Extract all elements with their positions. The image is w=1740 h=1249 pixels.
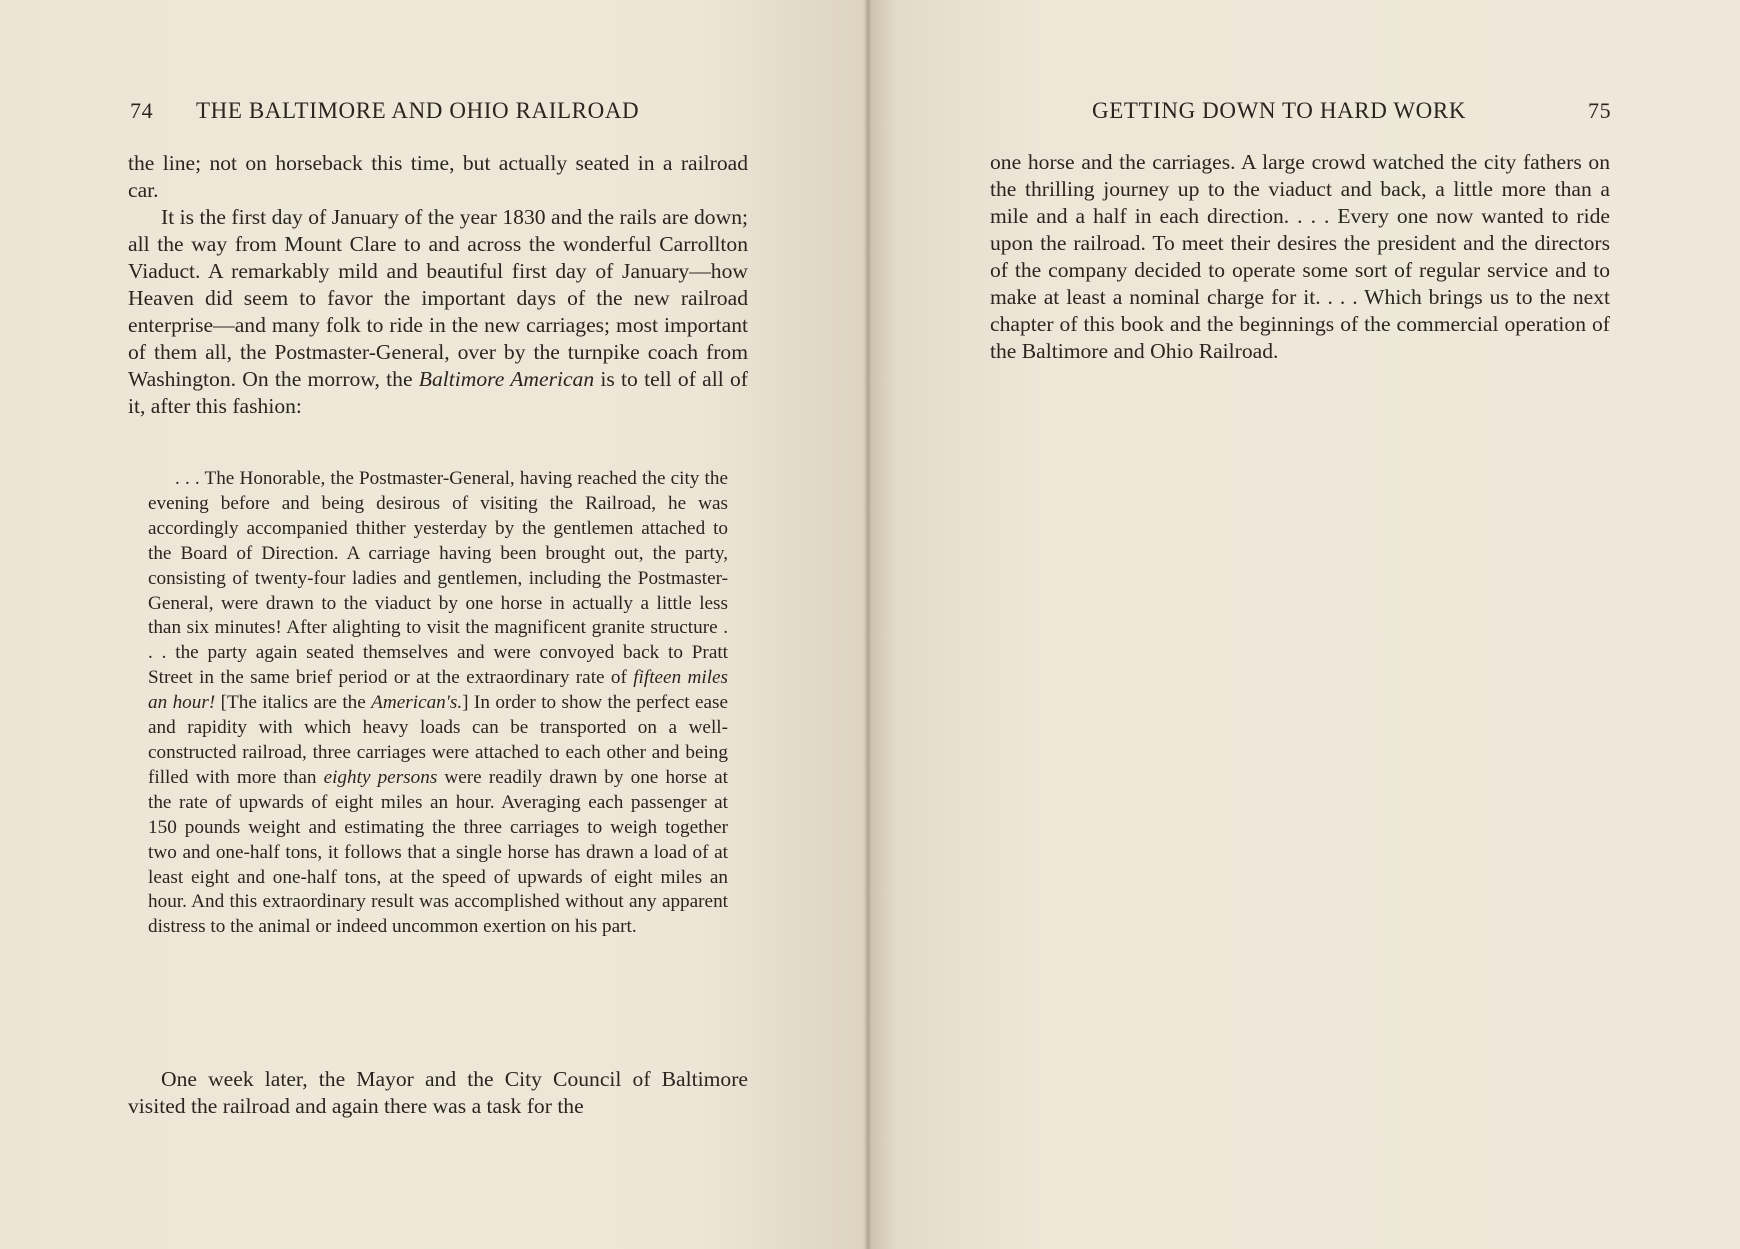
paragraph-first-day: It is the first day of January of the year 1830 and the rails are down; all the way from Mount Clare to and across the wonderful Carrollton Viaduct. A remarkably mild and beautiful first day of January—how Heaven did seem to favor the important days of the new railroad enterprise—and many folk to ride in the new carriages; most important of them all, the Postmaster-General, over by the turnpike coach from Washington. On the morrow, the Baltimore American is to tell of all of it, after this fashion: — [128, 205, 748, 418]
right-body-text — [990, 149, 1610, 365]
newspaper-title: Baltimore American — [418, 367, 595, 391]
right-page — [870, 0, 1740, 1249]
right-page-number: 75 — [1588, 98, 1612, 123]
paragraph-continuation: the line; not on horseback this time, but actually seated in a railroad car. — [128, 151, 748, 202]
left-body-text — [128, 150, 748, 420]
left-page — [0, 0, 866, 1249]
left-page-number: 74 — [130, 98, 154, 123]
block-quote — [148, 467, 728, 940]
quote-paragraph: . . . The Honorable, the Postmaster-General, having reached the city the evening before and being desirous of visiting the Railroad, he was accordingly accompanied thither yesterday by the gentlemen attached to the Board of Direction. A carriage having been brought out, the party, consisting of twenty-four ladies and gentlemen, including the Postmaster-General, were drawn to the viaduct by one horse in actually a little less than six minutes! After alighting to visit the magnificent granite structure . . . the party again seated themselves and were convoyed back to Pratt Street in the same brief period or at the extraordinary rate of fifteen miles an hour! [The italics are the American's.] In order to show the perfect ease and rapidity with which heavy loads can be transported on a well-constructed railroad, three carriages were attached to each other and being filled with more than eighty persons were readily drawn by one horse at the rate of upwards of eight miles an hour. Averaging each passenger at 150 pounds weight and estimating the three carriages to weigh together two and one-half tons, it follows that a single horse has drawn a load of at least eight and one-half tons, at the speed of upwards of eight miles an hour. And this extraordinary result was accomplished without any apparent distress to the animal or indeed uncommon exertion on his part. — [148, 468, 729, 938]
right-running-head: GETTING DOWN TO HARD WORK — [1092, 98, 1467, 123]
paragraph-one-week-later: One week later, the Mayor and the City Council of Baltimore visited the railroad and again there was a task for the — [128, 1067, 748, 1118]
left-running-head: THE BALTIMORE AND OHIO RAILROAD — [196, 98, 640, 123]
left-body-text-end — [128, 1066, 748, 1120]
paragraph-continuation-right: one horse and the carriages. A large crowd watched the city fathers on the thrilling journey up to the viaduct and back, a little more than a mile and a half in each direction. . . . Every one now wanted to ride upon the railroad. To meet their desires the president and the directors of the company decided to operate some sort of regular service and to make at least a nominal charge for it. . . . Which brings us to the next chapter of this book and the beginnings of the commercial operation of the Baltimore and Ohio Railroad. — [990, 150, 1610, 363]
